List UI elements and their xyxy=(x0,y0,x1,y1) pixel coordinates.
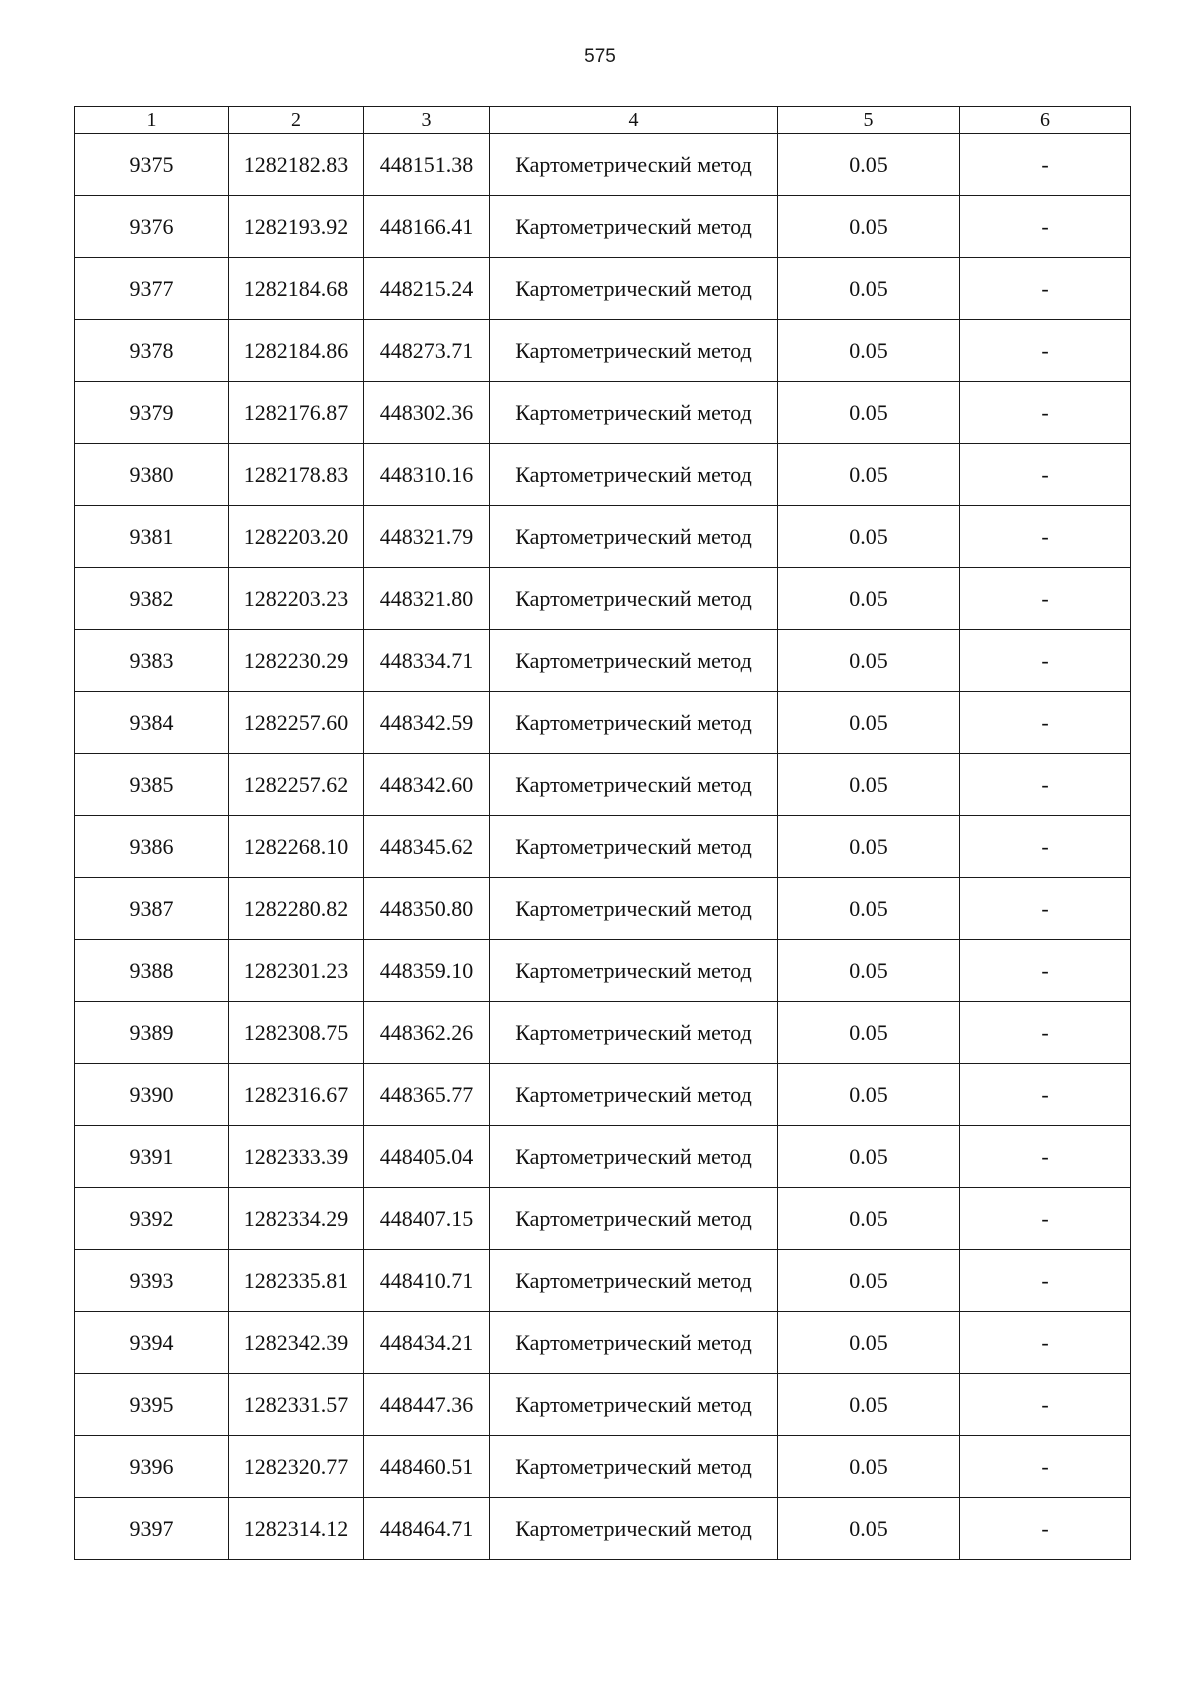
note-cell: - xyxy=(960,878,1131,940)
point-number-text: 9388 xyxy=(129,957,174,983)
point-number-text: 9384 xyxy=(129,709,174,735)
accuracy-cell: 0.05 xyxy=(778,1498,960,1560)
x-coordinate-cell: 1282316.67 xyxy=(229,1064,364,1126)
x-coordinate-cell: 1282257.60 xyxy=(229,692,364,754)
table-body xyxy=(75,134,1131,1560)
point-number-cell xyxy=(75,754,229,816)
header-cell-5: 5 xyxy=(778,107,960,134)
accuracy-cell: 0.05 xyxy=(778,1436,960,1498)
point-number-text: 9385 xyxy=(129,771,174,797)
note-cell: - xyxy=(960,382,1131,444)
x-coordinate-cell: 1282333.39 xyxy=(229,1126,364,1188)
point-number-cell xyxy=(75,1188,229,1250)
method-cell: Картометрический метод xyxy=(490,630,778,692)
accuracy-cell: 0.05 xyxy=(778,320,960,382)
x-coordinate-cell: 1282334.29 xyxy=(229,1188,364,1250)
note-cell: - xyxy=(960,444,1131,506)
header-cell-2: 2 xyxy=(229,107,364,134)
point-number-text: 9380 xyxy=(129,461,174,487)
point-number-text: 9393 xyxy=(129,1267,174,1293)
point-number-cell xyxy=(75,1126,229,1188)
point-number-cell xyxy=(75,630,229,692)
x-coordinate-cell: 1282268.10 xyxy=(229,816,364,878)
x-coordinate-cell: 1282193.92 xyxy=(229,196,364,258)
accuracy-cell: 0.05 xyxy=(778,134,960,196)
header-cell-6: 6 xyxy=(960,107,1131,134)
note-cell: - xyxy=(960,258,1131,320)
x-coordinate-cell: 1282230.29 xyxy=(229,630,364,692)
table-row xyxy=(75,1436,1131,1498)
point-number-cell xyxy=(75,1002,229,1064)
x-coordinate-cell: 1282184.68 xyxy=(229,258,364,320)
table-row xyxy=(75,940,1131,1002)
table-row xyxy=(75,444,1131,506)
method-cell: Картометрический метод xyxy=(490,382,778,444)
note-cell: - xyxy=(960,1188,1131,1250)
note-cell: - xyxy=(960,1498,1131,1560)
accuracy-cell: 0.05 xyxy=(778,382,960,444)
page-number: 575 xyxy=(584,46,616,67)
point-number-cell xyxy=(75,568,229,630)
point-number-text: 9377 xyxy=(129,275,174,301)
x-coordinate-cell: 1282301.23 xyxy=(229,940,364,1002)
y-coordinate-cell: 448273.71 xyxy=(364,320,490,382)
x-coordinate-cell: 1282178.83 xyxy=(229,444,364,506)
x-coordinate-cell: 1282182.83 xyxy=(229,134,364,196)
method-cell: Картометрический метод xyxy=(490,134,778,196)
point-number-cell xyxy=(75,196,229,258)
point-number-cell xyxy=(75,940,229,1002)
point-number-cell xyxy=(75,1498,229,1560)
y-coordinate-cell: 448365.77 xyxy=(364,1064,490,1126)
x-coordinate-cell: 1282184.86 xyxy=(229,320,364,382)
table-row xyxy=(75,1188,1131,1250)
note-cell: - xyxy=(960,1250,1131,1312)
point-number-cell xyxy=(75,134,229,196)
method-cell: Картометрический метод xyxy=(490,1188,778,1250)
method-cell: Картометрический метод xyxy=(490,1064,778,1126)
y-coordinate-cell: 448447.36 xyxy=(364,1374,490,1436)
method-cell: Картометрический метод xyxy=(490,444,778,506)
table-row xyxy=(75,630,1131,692)
method-cell: Картометрический метод xyxy=(490,320,778,382)
accuracy-cell: 0.05 xyxy=(778,816,960,878)
y-coordinate-cell: 448334.71 xyxy=(364,630,490,692)
point-number-cell xyxy=(75,382,229,444)
point-number-text: 9379 xyxy=(129,399,174,425)
point-number-text: 9396 xyxy=(129,1453,174,1479)
table-row xyxy=(75,1126,1131,1188)
table-row xyxy=(75,692,1131,754)
accuracy-cell: 0.05 xyxy=(778,1188,960,1250)
accuracy-cell: 0.05 xyxy=(778,1064,960,1126)
note-cell: - xyxy=(960,1002,1131,1064)
x-coordinate-cell: 1282280.82 xyxy=(229,878,364,940)
accuracy-cell: 0.05 xyxy=(778,1374,960,1436)
method-cell: Картометрический метод xyxy=(490,196,778,258)
y-coordinate-cell: 448350.80 xyxy=(364,878,490,940)
point-number-text: 9394 xyxy=(129,1329,174,1355)
method-cell: Картометрический метод xyxy=(490,754,778,816)
x-coordinate-cell: 1282314.12 xyxy=(229,1498,364,1560)
y-coordinate-cell: 448464.71 xyxy=(364,1498,490,1560)
table-row xyxy=(75,1064,1131,1126)
method-cell: Картометрический метод xyxy=(490,1250,778,1312)
accuracy-cell: 0.05 xyxy=(778,568,960,630)
point-number-text: 9397 xyxy=(129,1515,174,1541)
table-row xyxy=(75,816,1131,878)
method-cell: Картометрический метод xyxy=(490,816,778,878)
accuracy-cell: 0.05 xyxy=(778,630,960,692)
point-number-cell xyxy=(75,1436,229,1498)
x-coordinate-cell: 1282331.57 xyxy=(229,1374,364,1436)
point-number-cell xyxy=(75,1374,229,1436)
point-number-text: 9389 xyxy=(129,1019,174,1045)
method-cell: Картометрический метод xyxy=(490,258,778,320)
note-cell: - xyxy=(960,630,1131,692)
point-number-text: 9390 xyxy=(129,1081,174,1107)
point-number-text: 9392 xyxy=(129,1205,174,1231)
x-coordinate-cell: 1282335.81 xyxy=(229,1250,364,1312)
method-cell: Картометрический метод xyxy=(490,1374,778,1436)
note-cell: - xyxy=(960,692,1131,754)
y-coordinate-cell: 448359.10 xyxy=(364,940,490,1002)
y-coordinate-cell: 448342.60 xyxy=(364,754,490,816)
method-cell: Картометрический метод xyxy=(490,692,778,754)
table-row xyxy=(75,134,1131,196)
accuracy-cell: 0.05 xyxy=(778,1312,960,1374)
x-coordinate-cell: 1282203.23 xyxy=(229,568,364,630)
table-row xyxy=(75,382,1131,444)
accuracy-cell: 0.05 xyxy=(778,196,960,258)
table-row xyxy=(75,320,1131,382)
point-number-cell xyxy=(75,320,229,382)
table-row xyxy=(75,1250,1131,1312)
x-coordinate-cell: 1282320.77 xyxy=(229,1436,364,1498)
note-cell: - xyxy=(960,1312,1131,1374)
y-coordinate-cell: 448434.21 xyxy=(364,1312,490,1374)
point-number-text: 9386 xyxy=(129,833,174,859)
y-coordinate-cell: 448345.62 xyxy=(364,816,490,878)
method-cell: Картометрический метод xyxy=(490,1498,778,1560)
point-number-cell xyxy=(75,692,229,754)
note-cell: - xyxy=(960,320,1131,382)
y-coordinate-cell: 448321.80 xyxy=(364,568,490,630)
point-number-cell xyxy=(75,1312,229,1374)
point-number-cell xyxy=(75,878,229,940)
y-coordinate-cell: 448166.41 xyxy=(364,196,490,258)
point-number-text: 9395 xyxy=(129,1391,174,1417)
y-coordinate-cell: 448362.26 xyxy=(364,1002,490,1064)
header-cell-4: 4 xyxy=(490,107,778,134)
x-coordinate-cell: 1282176.87 xyxy=(229,382,364,444)
accuracy-cell: 0.05 xyxy=(778,258,960,320)
point-number-text: 9383 xyxy=(129,647,174,673)
y-coordinate-cell: 448215.24 xyxy=(364,258,490,320)
accuracy-cell: 0.05 xyxy=(778,878,960,940)
point-number-text: 9381 xyxy=(129,523,174,549)
accuracy-cell: 0.05 xyxy=(778,692,960,754)
point-number-text: 9376 xyxy=(129,213,174,239)
method-cell: Картометрический метод xyxy=(490,940,778,1002)
table-row xyxy=(75,506,1131,568)
accuracy-cell: 0.05 xyxy=(778,754,960,816)
note-cell: - xyxy=(960,134,1131,196)
y-coordinate-cell: 448460.51 xyxy=(364,1436,490,1498)
point-number-text: 9378 xyxy=(129,337,174,363)
header-cell-1: 1 xyxy=(75,107,229,134)
point-number-cell xyxy=(75,444,229,506)
point-number-cell xyxy=(75,258,229,320)
method-cell: Картометрический метод xyxy=(490,568,778,630)
y-coordinate-cell: 448407.15 xyxy=(364,1188,490,1250)
table-row xyxy=(75,1498,1131,1560)
table-row xyxy=(75,878,1131,940)
y-coordinate-cell: 448405.04 xyxy=(364,1126,490,1188)
note-cell: - xyxy=(960,1064,1131,1126)
note-cell: - xyxy=(960,754,1131,816)
y-coordinate-cell: 448151.38 xyxy=(364,134,490,196)
table-row xyxy=(75,754,1131,816)
table-row xyxy=(75,1002,1131,1064)
table-header xyxy=(75,107,1131,134)
table-row xyxy=(75,1374,1131,1436)
x-coordinate-cell: 1282342.39 xyxy=(229,1312,364,1374)
accuracy-cell: 0.05 xyxy=(778,506,960,568)
note-cell: - xyxy=(960,1436,1131,1498)
point-number-cell xyxy=(75,506,229,568)
y-coordinate-cell: 448321.79 xyxy=(364,506,490,568)
y-coordinate-cell: 448302.36 xyxy=(364,382,490,444)
point-number-cell xyxy=(75,816,229,878)
y-coordinate-cell: 448310.16 xyxy=(364,444,490,506)
note-cell: - xyxy=(960,196,1131,258)
note-cell: - xyxy=(960,1374,1131,1436)
accuracy-cell: 0.05 xyxy=(778,444,960,506)
point-number-cell xyxy=(75,1064,229,1126)
note-cell: - xyxy=(960,816,1131,878)
method-cell: Картометрический метод xyxy=(490,506,778,568)
note-cell: - xyxy=(960,568,1131,630)
coordinates-table xyxy=(74,106,1131,1560)
point-number-cell xyxy=(75,1250,229,1312)
accuracy-cell: 0.05 xyxy=(778,1002,960,1064)
header-row xyxy=(75,107,1131,134)
x-coordinate-cell: 1282308.75 xyxy=(229,1002,364,1064)
note-cell: - xyxy=(960,506,1131,568)
note-cell: - xyxy=(960,940,1131,1002)
accuracy-cell: 0.05 xyxy=(778,1126,960,1188)
method-cell: Картометрический метод xyxy=(490,878,778,940)
point-number-text: 9375 xyxy=(129,151,174,177)
method-cell: Картометрический метод xyxy=(490,1436,778,1498)
point-number-text: 9387 xyxy=(129,895,174,921)
note-cell: - xyxy=(960,1126,1131,1188)
method-cell: Картометрический метод xyxy=(490,1312,778,1374)
table-row xyxy=(75,196,1131,258)
x-coordinate-cell: 1282203.20 xyxy=(229,506,364,568)
x-coordinate-cell: 1282257.62 xyxy=(229,754,364,816)
method-cell: Картометрический метод xyxy=(490,1126,778,1188)
header-cell-3: 3 xyxy=(364,107,490,134)
table-row xyxy=(75,258,1131,320)
point-number-text: 9391 xyxy=(129,1143,174,1169)
accuracy-cell: 0.05 xyxy=(778,1250,960,1312)
table-row xyxy=(75,568,1131,630)
y-coordinate-cell: 448342.59 xyxy=(364,692,490,754)
point-number-text: 9382 xyxy=(129,585,174,611)
accuracy-cell: 0.05 xyxy=(778,940,960,1002)
table-row xyxy=(75,1312,1131,1374)
method-cell: Картометрический метод xyxy=(490,1002,778,1064)
y-coordinate-cell: 448410.71 xyxy=(364,1250,490,1312)
